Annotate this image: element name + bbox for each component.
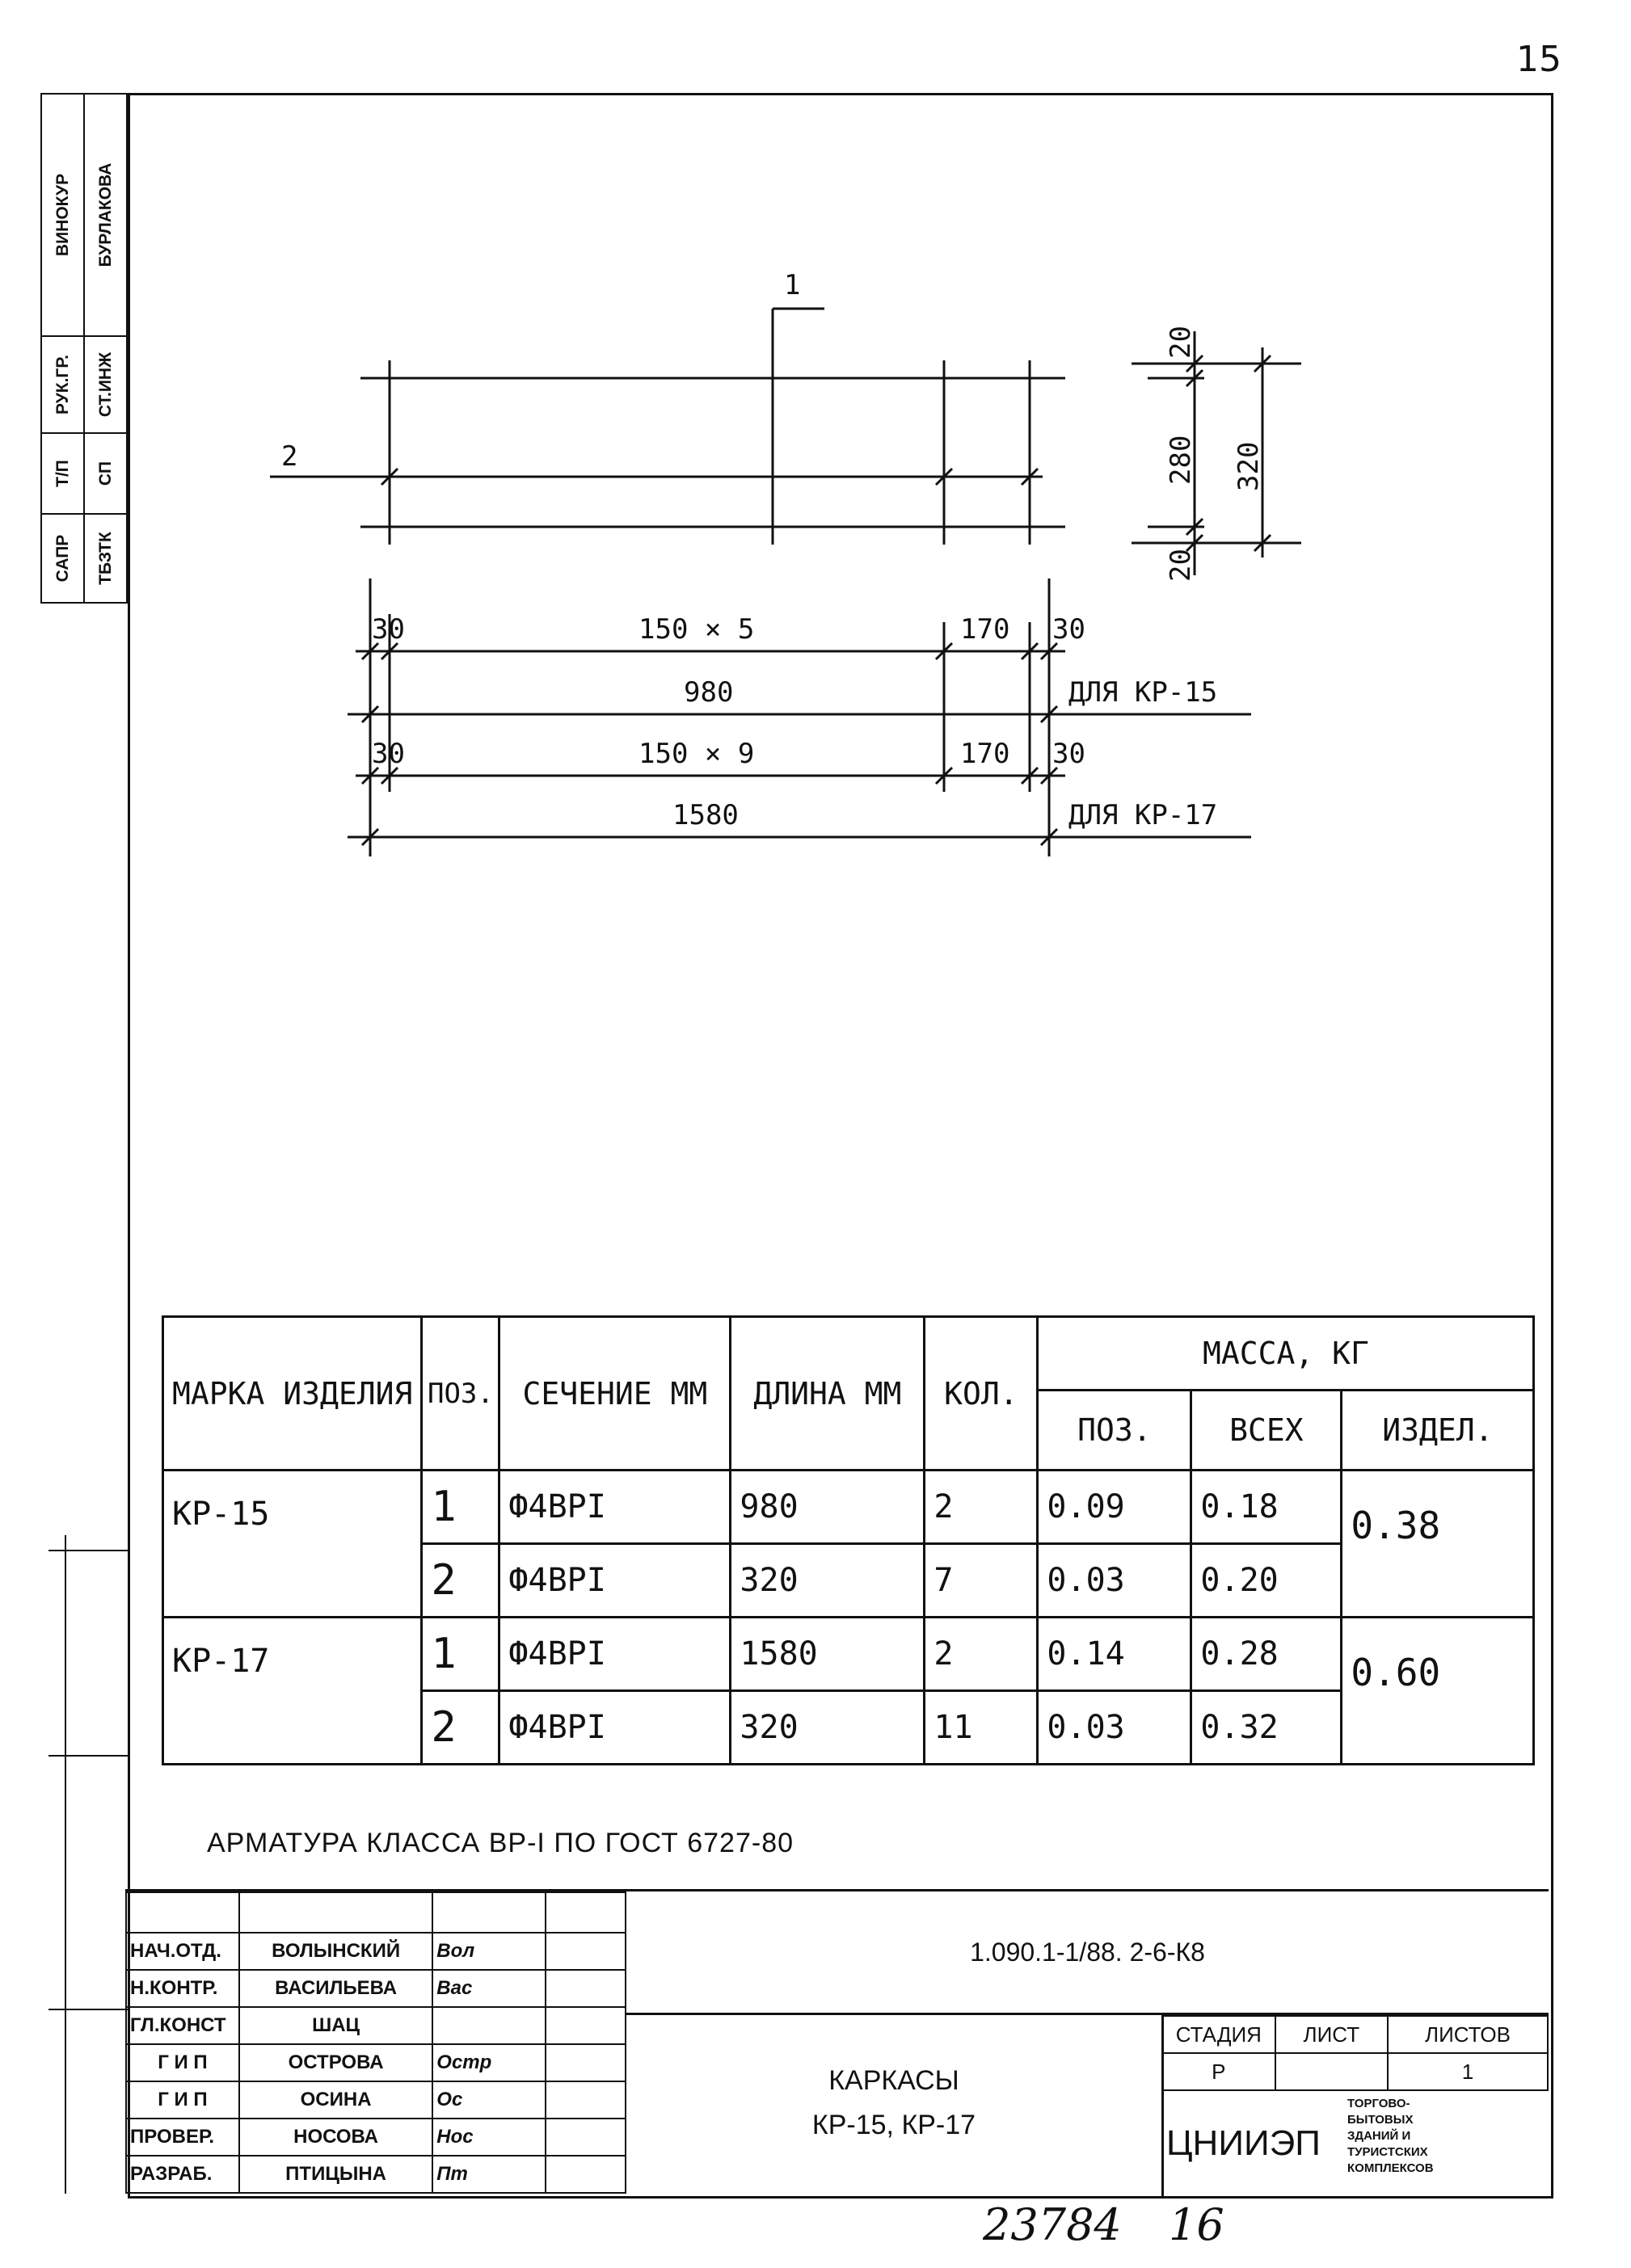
org-note-line: КОМПЛЕКСОВ	[1347, 2161, 1434, 2175]
cell-mass-pos: 0.09	[1038, 1471, 1191, 1544]
org-note	[1347, 2096, 1434, 2177]
cell-mass-item: 0.60	[1342, 1618, 1534, 1765]
cell-length: 1580	[731, 1618, 925, 1691]
signature-row	[126, 2156, 626, 2193]
dim-label: 320	[1233, 441, 1265, 491]
cell-section: Ф4ВРI	[499, 1544, 731, 1618]
dim-label: 20	[1165, 326, 1197, 359]
title-block	[125, 1889, 1549, 2196]
person-name: ОСИНА	[239, 2081, 432, 2119]
signature: Остр	[432, 2044, 545, 2081]
cell-length: 980	[731, 1471, 925, 1544]
cell-pos: 2	[422, 1544, 499, 1618]
signature: Ос	[432, 2081, 545, 2119]
header-qty: КОЛ.	[925, 1317, 1038, 1471]
drawing-title-line: КАРКАСЫ	[828, 2065, 959, 2096]
inventory-number: 23784	[983, 2199, 1122, 2250]
cell-section: Ф4ВРI	[499, 1618, 731, 1691]
signature-row	[126, 2044, 626, 2081]
role: НАЧ.ОТД.	[126, 1933, 239, 1970]
role: ГЛ.КОНСТ	[126, 2007, 239, 2044]
margin-line	[65, 1535, 66, 2194]
dim-label: 280	[1165, 435, 1197, 485]
dim-label: ДЛЯ КР-17	[1068, 799, 1218, 831]
cell-length: 320	[731, 1691, 925, 1765]
stage-block	[1161, 2013, 1549, 2199]
stage-label: СТАДИЯ	[1162, 2016, 1275, 2053]
cell-pos: 1	[422, 1618, 499, 1691]
dim-label: 20	[1165, 549, 1197, 582]
org-note-line: ЗДАНИЙ И	[1347, 2129, 1411, 2143]
stamp-text: СП	[95, 461, 115, 486]
cell-pos: 1	[422, 1471, 499, 1544]
header-mass: МАССА, КГ	[1038, 1317, 1534, 1391]
role: Н.КОНТР.	[126, 1970, 239, 2007]
org-note-line: БЫТОВЫХ	[1347, 2113, 1414, 2127]
header-mass-pos: ПОЗ.	[1038, 1391, 1191, 1471]
cage-drawing	[0, 0, 1631, 889]
role: ПРОВЕР.	[126, 2119, 239, 2156]
dim-label: 1580	[672, 799, 739, 831]
dim-label: ДЛЯ КР-15	[1068, 676, 1218, 709]
cell-qty: 2	[925, 1471, 1038, 1544]
signature	[432, 2007, 545, 2044]
signature-row	[126, 1933, 626, 1970]
cell-mass-all: 0.18	[1191, 1471, 1342, 1544]
signature-table	[125, 1891, 626, 2196]
section-mark-label: 1	[784, 269, 801, 301]
stamp-text: ТБЗТК	[95, 532, 115, 585]
dim-label: 150 × 5	[638, 613, 755, 646]
cell-section: Ф4ВРI	[499, 1691, 731, 1765]
header-pos: ПОЗ.	[422, 1317, 499, 1471]
dim-label: 170	[960, 613, 1010, 646]
signature: Пт	[432, 2156, 545, 2193]
dim-label: 30	[372, 738, 405, 770]
stage-value: Р	[1162, 2053, 1275, 2090]
cell-qty: 11	[925, 1691, 1038, 1765]
person-name: ШАЦ	[239, 2007, 432, 2044]
sheets-value: 1	[1388, 2053, 1548, 2090]
org-note-line: ТУРИСТСКИХ	[1347, 2145, 1428, 2159]
header-length: ДЛИНА ММ	[731, 1317, 925, 1471]
reinforcement-note: АРМАТУРА КЛАССА ВР-I ПО ГОСТ 6727-80	[207, 1828, 794, 1858]
cell-mass-pos: 0.03	[1038, 1691, 1191, 1765]
signature: Вол	[432, 1933, 545, 1970]
spec-table	[162, 1315, 1535, 1765]
table-row	[163, 1471, 1534, 1544]
cell-mark: КР-15	[163, 1471, 422, 1618]
stamp-text: БУРЛАКОВА	[95, 162, 115, 267]
person-name: ВАСИЛЬЕВА	[239, 1970, 432, 2007]
cell-mass-all: 0.28	[1191, 1618, 1342, 1691]
role: РАЗРАБ.	[126, 2156, 239, 2193]
cell-section: Ф4ВРI	[499, 1471, 731, 1544]
stamp-text: САПР	[53, 534, 72, 583]
margin-line	[48, 1755, 128, 1757]
cell-mark: КР-17	[163, 1618, 422, 1765]
sheet-value	[1275, 2053, 1388, 2090]
person-name: ПТИЦЫНА	[239, 2156, 432, 2193]
position-mark-label: 2	[281, 440, 298, 473]
page-number: 15	[1516, 39, 1561, 80]
role: Г И П	[126, 2044, 239, 2081]
header-section: СЕЧЕНИЕ ММ	[499, 1317, 731, 1471]
cell-pos: 2	[422, 1691, 499, 1765]
header-mark: МАРКА ИЗДЕЛИЯ	[163, 1317, 422, 1471]
margin-line	[48, 1550, 128, 1551]
signature: Нос	[432, 2119, 545, 2156]
dim-label: 170	[960, 738, 1010, 770]
sheet-serial: 16	[1169, 2199, 1224, 2250]
cell-length: 320	[731, 1544, 925, 1618]
header-mass-item: ИЗДЕЛ.	[1342, 1391, 1534, 1471]
org-name: ЦНИИЭП	[1166, 2123, 1321, 2163]
table-row	[163, 1618, 1534, 1691]
dim-label: 30	[372, 613, 405, 646]
cell-mass-all: 0.32	[1191, 1691, 1342, 1765]
stamp-text: РУК.ГР.	[53, 354, 72, 415]
cell-qty: 7	[925, 1544, 1038, 1618]
cell-mass-pos: 0.14	[1038, 1618, 1191, 1691]
cell-mass-item: 0.38	[1342, 1471, 1534, 1618]
cell-mass-all: 0.20	[1191, 1544, 1342, 1618]
person-name: ВОЛЫНСКИЙ	[239, 1933, 432, 1970]
drawing-title-line: КР-15, КР-17	[811, 2110, 976, 2140]
person-name: НОСОВА	[239, 2119, 432, 2156]
signature-row	[126, 1970, 626, 2007]
signature-row	[126, 2007, 626, 2044]
header-mass-all: ВСЕХ	[1191, 1391, 1342, 1471]
dim-label: 30	[1052, 738, 1085, 770]
document-code: 1.090.1-1/88. 2-6-К8	[970, 1937, 1205, 1967]
cell-mass-pos: 0.03	[1038, 1544, 1191, 1618]
dim-label: 150 × 9	[638, 738, 755, 770]
signature-row	[126, 2081, 626, 2119]
dim-label: 980	[684, 676, 734, 709]
signature: Вас	[432, 1970, 545, 2007]
organization	[1161, 2088, 1549, 2199]
org-note-line: ТОРГОВО-	[1347, 2097, 1410, 2110]
drawing-title	[626, 2013, 1164, 2199]
sheets-label: ЛИСТОВ	[1388, 2016, 1548, 2053]
stamp-text: Т/П	[53, 460, 72, 487]
sheet-label: ЛИСТ	[1275, 2016, 1388, 2053]
person-name: ОСТРОВА	[239, 2044, 432, 2081]
signature-row	[126, 2119, 626, 2156]
dim-label: 30	[1052, 613, 1085, 646]
cell-qty: 2	[925, 1618, 1038, 1691]
stamp-text: ВИНОКУР	[53, 173, 72, 257]
role: Г И П	[126, 2081, 239, 2119]
stamp-text: СТ.ИНЖ	[95, 351, 115, 418]
margin-line	[48, 2009, 128, 2010]
